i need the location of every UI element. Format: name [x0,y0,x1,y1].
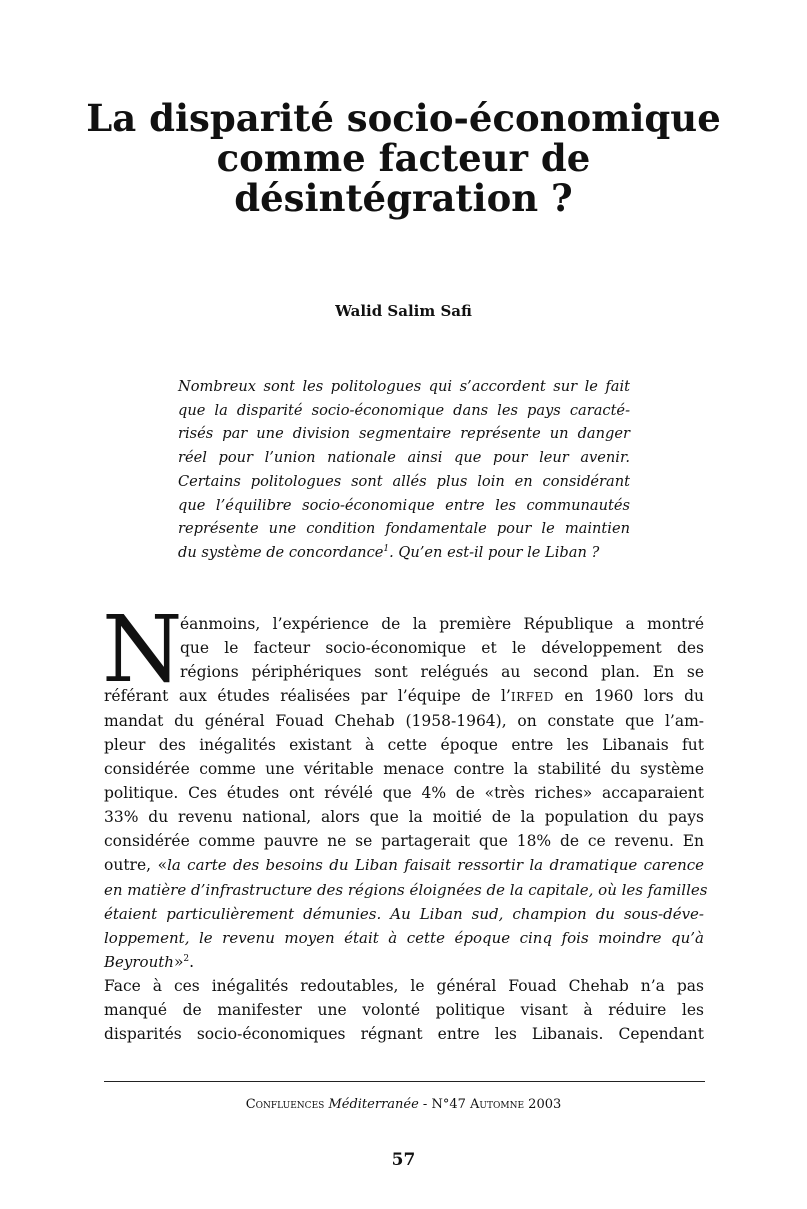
abstract-line: que l’équilibre socio-économique entre les communautés [178,496,630,514]
journal-footer [0,1097,807,1112]
article-title [60,98,747,218]
body-line: considérée comme une véritable menace contre la stabilité du système [104,759,704,778]
body-line: considérée comme pauvre ne se partagerait que 18% de ce revenu. En [104,832,704,851]
body-line: manqué de manifester une volonté politique visant à réduire les [104,1001,704,1020]
abstract-line: Certains politologues sont allés plus loin en considérant [178,472,630,490]
body-text-run: . [189,952,195,971]
abstract-line: Nombreux sont les politologues qui s’accordent sur le fait [178,378,630,395]
body-text-run: » [173,952,184,971]
page-number: 57 [391,1150,416,1170]
body-line: loppement, le revenu moyen était à cette époque cinq fois moindre qu’à [104,928,704,947]
body-line: étaient particulièrement démunies. Au Liban sud, champion du sous-déve- [104,904,704,923]
footer-rule [104,1081,705,1082]
body-line: disparités socio-économiques régnant entre les Libanais. Cependant [104,1025,704,1044]
body-line: éanmoins, l’expérience de la première République a montré [180,615,704,633]
abstract-text: . Qu’en est-il pour le Liban ? [389,543,600,561]
body-line [104,974,704,998]
body-text-run: outre, « [104,856,168,875]
abstract-line: que la disparité socio-économique dans les pays caracté- [178,401,630,419]
body-line [104,684,704,708]
body-text-run: référant aux études réalisées par l’équipe de l’ [104,687,511,706]
drop-cap: N [102,596,183,703]
body-line: mandat du général Fouad Chehab (1958-1964), on constate que l’am- [104,711,704,730]
title-line: La disparité socio-économique [86,96,721,140]
author-name: Walid Salim Safi [335,302,472,320]
footnote-ref-2[interactable]: 2 [183,953,190,964]
title-line: désintégration ? [234,176,573,220]
body-text [102,596,708,1047]
body-text-run: Face à ces inégalités redoutables, le général Fouad Chehab n’a pas [104,977,704,996]
journal-name: Confluences [245,1097,325,1112]
title-line: comme facteur de [216,136,591,180]
issue-season: Automne 2003 [470,1097,562,1112]
abstract-text: du système de concordance [178,543,384,561]
body-text-run: en 1960 lors du [553,687,704,706]
quote-text: la carte des besoins du Liban faisait ressortir la dramatique carence [167,856,705,875]
body-line [104,950,704,974]
body-line [104,853,704,877]
body-line: 33% du revenu national, alors que la moitié de la population du pays [104,808,704,827]
footnote-ref-1[interactable]: 1 [383,544,390,555]
journal-name-italic: Méditerranée [328,1097,419,1112]
body-line: pleur des inégalités existant à cette époque entre les Libanais fut [104,735,704,754]
body-line: régions périphériques sont relégués au second plan. En se [180,663,704,682]
body-line: en matière d’infrastructure des régions éloignées de la capitale, où les familles [104,880,708,899]
abstract-line: représente une condition fondamentale pour le maintien [178,520,630,538]
footer-separator: - [418,1097,432,1112]
issue-number: N°47 [431,1097,466,1112]
body-line: que le facteur socio-économique et le développement des [180,639,704,658]
quote-text: Beyrouth [104,952,174,971]
body-line: politique. Ces études ont révélé que 4% de «très riches» accaparaient [104,783,704,802]
abstract-line [178,541,630,565]
abstract [178,375,630,565]
abstract-line: risés par une division segmentaire représente un danger [178,425,630,443]
acronym-irfed: IRFED [510,690,554,705]
abstract-line: réel pour l’union nationale ainsi que pour leur avenir. [178,449,630,467]
